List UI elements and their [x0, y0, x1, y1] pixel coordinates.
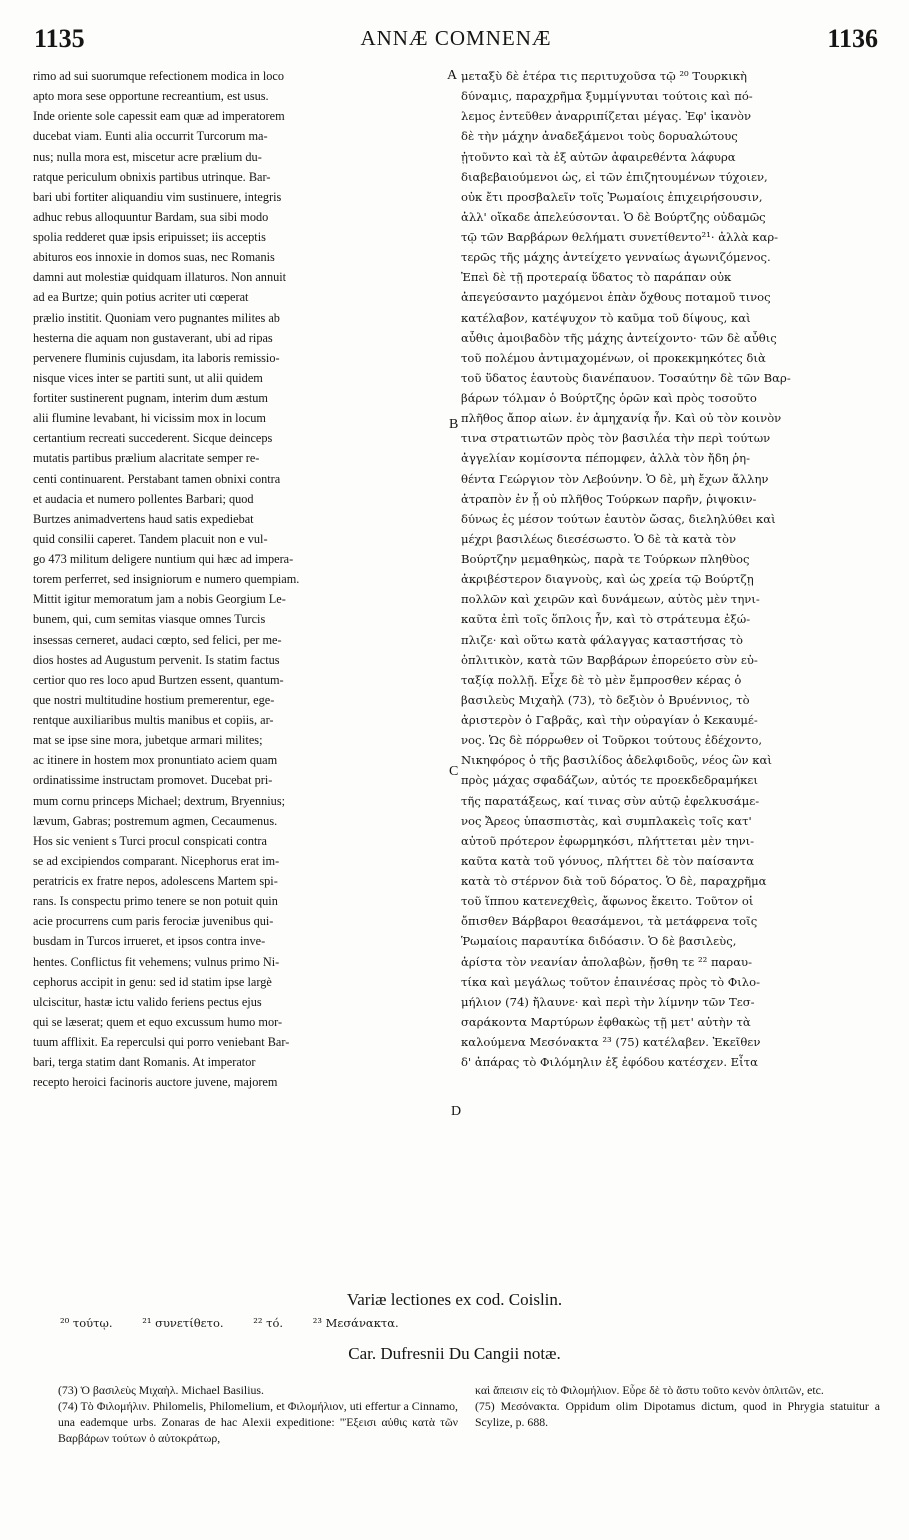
latin-text-line: lævum, Gabras; postremum agmen, Cecaumenus. [33, 813, 278, 828]
greek-text-line: τῆς παρατάξεως, καί τινας σὺν αὐτῷ ἐφελκυσάμε- [461, 793, 760, 808]
latin-text-line: mutatis partibus prælium alacritate semper re- [33, 451, 260, 466]
greek-text-line: δύνως ἐς μέσον τούτων ἑαυτὸν ὤσας, διεληλύθει καὶ [461, 511, 776, 526]
page-number-right: 1136 [827, 24, 878, 53]
greek-text-line: ἀρίστα τὸν νεανίαν ἀπολαβὼν, ᾔσθη τε ²² παραυ- [461, 954, 752, 969]
greek-text-line: αὐτοῦ πρότερον ἐφωρμηκόσι, πλήττεται μὲν τηνι- [461, 833, 755, 848]
greek-text-line: καῦτα κατὰ τοῦ γόνυος, πλήττει δὲ τὸν παίσαντα [461, 853, 755, 868]
latin-text-line: ulciscitur, hastæ ictu valido feriens pectus ejus [33, 994, 262, 1009]
greek-text-line: ὄπισθεν Βάρβαροι θεασάμενοι, τὰ μετάφρενα τοῖς [461, 914, 758, 929]
greek-text-line: βάρων τόλμαν ὁ Βούρτζης ὁρῶν καὶ πρὸς τοσοῦτο [461, 391, 757, 405]
latin-text-line: centi continuarent. Perstabant tamen obnixi contra [33, 471, 281, 486]
page-header [34, 24, 878, 64]
greek-text-line: βασιλεὺς Μιχαὴλ (73), τὸ δεξιὸν ὁ Βρυέννιος, τὸ [461, 692, 750, 707]
latin-text-line: ratque periculum obnixis partibus utrinque. Bar- [33, 169, 271, 184]
variants-list [60, 1316, 860, 1330]
latin-column [33, 66, 443, 1092]
greek-text-line: τινα στρατιωτῶν πρὸς τὸν βασιλέα τὴν περὶ τούτων [461, 431, 771, 446]
latin-text-line: cephorus accipit in genu: sed id statim ipse largè [33, 974, 272, 989]
variant-20: ²⁰ τούτῳ. [60, 1316, 113, 1330]
latin-text-line: hesterna die aquam non gustaverant, ubi ad ripas [33, 330, 273, 345]
latin-text-line: dios hostes ad Augustum pervenit. Is statim factus [33, 652, 280, 667]
greek-text-line: πλῆθος ἄπορ αἰων. ἐν ἀμηχανίᾳ ἦν. Καὶ οὐ τὸν κοινὸν [461, 411, 782, 426]
variants-title: Variæ lectiones ex cod. Coislin. [346, 1290, 563, 1309]
greek-text-line: πολλῶν καὶ χειρῶν καὶ δυνάμεων, αὐτὸς μὲν τηνι- [461, 592, 760, 607]
latin-text-line: spolia redderet quæ ipsis eripuisset; iis acceptis [33, 230, 266, 244]
greek-text-line: μέχρι βασιλέως διεσέσωστο. Ὁ δὲ τὰ κατὰ τὸν [461, 531, 737, 546]
greek-text-line: μήλιον (74) ἤλαυνε· καὶ περὶ τὴν λίμνην τῶν Τεσ- [461, 994, 755, 1009]
greek-text-line: θέντα Γεώργιον τὸν Λεβούνην. Ὁ δὲ, μὴ ἔχων ἄλλην [461, 471, 769, 486]
latin-text-line: Hos sic venient s Turci procul conspicati contra [33, 833, 267, 848]
running-head: ANNÆ COMNENÆ [360, 26, 552, 50]
latin-text-line: fortiter sustinerent pugnam, interim dum æstum [33, 391, 268, 405]
latin-text-line: hentes. Conflictus fit vehemens; vulnus primo Ni- [33, 954, 280, 969]
latin-text-line: peratricis ex fratre nepos, adolescens Martem spi- [33, 874, 278, 888]
greek-text-line: ἀριστερὸν ὁ Γαβρᾶς, καὶ τὴν οὐραγίαν ὁ Κεκαυμέ- [461, 713, 758, 727]
greek-column [461, 66, 881, 1072]
latin-text-line: tuum afflixit. Ea reperculsi qui porro veniebant Bar- [33, 1035, 290, 1049]
greek-text-line: διαβεβαιούμενοι ὡς, εἰ τῶν ἐπιζητουμένων τύχοιεν, [461, 169, 768, 184]
latin-text-line: prælio institit. Quoniam vero pugnantes milites ab [33, 310, 280, 325]
latin-text-line: rimo ad sui suorumque refectionem modica in loco [33, 69, 284, 83]
latin-text-line: go 473 militum deligere nuntium qui hæc ad impera- [33, 552, 294, 566]
latin-text-line: alii flumine levabant, hi vicissim mox in locum [33, 411, 266, 426]
greek-text-line: ἀγγελίαν κομίσοντα πέπομφεν, ἀλλὰ τὸν ἤδη ῥη- [461, 451, 751, 466]
greek-text-line: Ἐπεὶ δὲ τῇ προτεραίᾳ ὕδατος τὸ παράπαν οὐκ [461, 270, 732, 285]
greek-text-line: Βούρτζην μεμαθηκὼς, παρὰ τε Τούρκων πληθὺος [461, 552, 750, 566]
greek-text-line: λεμος ἐντεῦθεν ἀναρριπίζεται μέγας. Ἐφ' ἱκανὸν [461, 109, 752, 124]
variant-22: ²² τό. [253, 1316, 284, 1330]
greek-text-line: καῦτα ἐπὶ τοῖς ὅπλοις ἦν, καὶ τὸ στράτευμα ἐξώ- [461, 612, 751, 627]
note-74-continued: καὶ ἄπεισιν εἰς τὸ Φιλομήλιον. Εὗρε δὲ τὸ ἄστυ τοῦτο κενὸν ὁπλιτῶν, etc. [475, 1383, 824, 1397]
greek-text-line: ᾐτοῦντο καὶ τὰ ἐξ αὐτῶν ἀφαιρεθέντα λάφυρα [461, 149, 736, 164]
latin-text-line: acie procurrens cum paris ferociæ juvenibus qui- [33, 914, 274, 929]
notes-left-column [58, 1382, 458, 1446]
greek-text-line: τίκα καὶ μεγάλως τοῦτον ἐπαινέσας πρὸς τὸ Φιλο- [461, 974, 761, 989]
latin-text-line: Inde oriente sole capessit eam quæ ad imperatorem [33, 109, 285, 124]
greek-text-line: οὐκ ἔτι προσβαλεῖν τοῖς Ῥωμαίοις ἐπιχειρήσουσιν, [461, 189, 763, 204]
latin-text-line: ordinatissime instructam promovet. Ducebat pri- [33, 773, 273, 788]
margin-letter-c: C [449, 764, 459, 779]
greek-text-line: καλούμενα Μεσόνακτα ²³ (75) κατέλαβεν. Ἐκεῖθεν [461, 1035, 761, 1049]
margin-letter-d: D [451, 1104, 462, 1119]
greek-text-line: κατὰ τὸ στέρνον διὰ τοῦ δόρατος. Ὁ δὲ, παραχρῆμα [461, 874, 767, 888]
latin-text-line: damni aut molestiæ quidquam illaturos. Non annuit [33, 270, 287, 285]
latin-text-line: ducebat viam. Eunti alia occurrit Turcorum ma- [33, 129, 268, 144]
latin-text-line: bunem, qui, cum semitas viasque omnes Turcis [33, 612, 266, 627]
greek-text-line: ἀτραπὸν ἐν ᾗ οὐ πλῆθος Τούρκων παρῆν, ῥιψοκιν- [461, 491, 757, 506]
greek-text-line: νος Ἄρεος ὑπασπιστὰς, καὶ συμπλακεὶς τοῖς κατ' [461, 813, 752, 828]
latin-text-line: ac itinere in hostem mox pronuntiato aciem quam [33, 753, 278, 768]
latin-text-line: mum cornu princeps Michael; dextrum, Bryennius; [33, 793, 286, 808]
latin-text-line: torem perferret, sed insigniorum e numero quempiam. [33, 572, 300, 587]
greek-text-line: δὲ τὴν μάχην ἀναδεξάμενοι τοὺς δορυαλώτους [461, 129, 738, 144]
greek-text-line: ταξίᾳ πολλῇ. Εἶχε δὲ τὸ μὲν ἔμπροσθεν κέρας ὁ [461, 672, 742, 687]
latin-text-line: et audacia et numero pollentes Barbari; quod [33, 491, 254, 506]
latin-text-line: ad ea Burtze; quin potius acriter uti cœperat [33, 290, 249, 305]
latin-text-line: rans. Is conspectu primo tenere se non potuit quin [33, 894, 278, 909]
note-74: (74) Τὸ Φιλομήλιν. Philomelis, Philomelium, et Φιλομήλιον, uti effertur a Cinnamo, una eademque urbs. Zonaras de hac Alexii expeditione: "Ἐξεισι αὐθις κατὰ τῶν Βαρβάρων τούτων ὁ αὐτοκράτωρ, [58, 1399, 458, 1446]
margin-letter-a: A [447, 68, 458, 83]
greek-text-line: τοῦ πολέμου ἀντιμαχομένων, οἱ προκεκμηκότες διὰ [461, 350, 766, 365]
latin-text-line: nisque vices inter se partiti sunt, ut alii quidem [33, 370, 263, 385]
latin-text-line: busdam in Turcos irrueret, et ipsos contra inve- [33, 934, 266, 949]
latin-text-line: mat se ipse sine mora, jubetque armari milites; [33, 733, 263, 748]
latin-text-line: Mittit igitur memoratum jam a nobis Georgium Le- [33, 592, 286, 607]
page-number-left: 1135 [34, 24, 85, 53]
variant-21: ²¹ συνετίθετο. [142, 1316, 224, 1330]
greek-text-line: Νικηφόρος ὁ τῆς βασιλίδος ἀδελφιδοῦς, νέος ὢν καὶ [461, 753, 772, 768]
greek-text-line: πρὸς μάχας σφαδάζων, αὐτός τε προεκδεδραμήκει [461, 773, 758, 788]
latin-text-line: adhuc rebus alloquuntur Bardam, sua sibi modo [33, 209, 269, 224]
greek-text-line: τερῶς τῆς μάχης ἀντείχετο γενναίως ἀγωνιζόμενος. [461, 250, 771, 265]
latin-text-line: insessas cerneret, audaci cœpto, sed felici, per me- [33, 632, 282, 647]
greek-text-line: τοῦ ἵππου κατενεχθεὶς, ἄφωνος ἔκειτο. Τοῦτον οἱ [461, 894, 754, 909]
latin-text-line: que nostri multitudine hostium premerentur, ege- [33, 692, 275, 707]
latin-text-line: bari ubi fortiter aliquandiu vim sustinuere, integris [33, 189, 282, 204]
greek-text-line: πλιζε· καὶ οὕτω κατὰ φάλαγγας καταστήσας τὸ [461, 632, 743, 647]
greek-text-line: δύναμις, παραχρῆμα ξυμμίγνυται τούτοις καὶ πό- [461, 89, 753, 104]
note-75: (75) Μεσόνακτα. Oppidum olim Dipotamus dictum, quod in Phrygia statuitur a Scylize, p. 688. [475, 1399, 880, 1430]
greek-text-line: ὁπλιτικὸν, κατὰ τῶν Βαρβάρων ἐπορεύετο σὺν εὐ- [461, 652, 758, 667]
greek-text-line: ἀλλ' οἴκαδε ἀπελεύσονται. Ὁ δὲ Βούρτζης οὐδαμῶς [461, 209, 766, 224]
greek-text-line: τῷ τῶν Βαρβάρων θελήματι συνετίθεντο²¹· ἀλλὰ καρ- [461, 230, 779, 244]
latin-text-line: bari, terga statim dant Romanis. At imperator [33, 1055, 256, 1070]
latin-text-line: quid consilii caperet. Tandem placuit non e vul- [33, 531, 268, 546]
latin-text-line: certantium recreati succederent. Sicque deinceps [33, 431, 273, 446]
greek-text-line: κατέλαβον, κατέψυχον τὸ καῦμα τοῦ δίψους, καὶ [461, 310, 751, 325]
note-73: (73) Ὁ βασιλεὺς Μιχαὴλ. Michael Basilius. [58, 1383, 264, 1397]
latin-text-line: se ad excipiendos comparant. Nicephorus erat im- [33, 853, 280, 868]
greek-text-line: Ῥωμαίοις παραυτίκα διδόασιν. Ὁ δὲ βασιλεὺς, [461, 934, 737, 949]
latin-text-line: abituros eos innoxie in domos suas, nec Romanis [33, 250, 275, 265]
latin-text-line: nus; nulla mora est, miscetur acre prælium du- [33, 149, 262, 164]
latin-text-line: certior quo res loco apud Burtzen essent, quantum- [33, 672, 284, 687]
variant-23: ²³ Μεσάνακτα. [312, 1316, 399, 1330]
latin-text-line: apto mora sese opportune recreantium, est usus. [33, 89, 269, 104]
margin-letter-b: B [449, 417, 459, 432]
greek-text-line: σαράκοντα Μαρτύρων ἐφθακὼς τῇ μετ' αὐτὴν τὰ [461, 1014, 751, 1029]
greek-text-line: μεταξὺ δὲ ἑτέρα τις περιτυχοῦσα τῷ ²⁰ Τουρκικὴ [461, 69, 747, 83]
greek-text-line: νος. Ὡς δὲ πόρρωθεν οἱ Τοῦρκοι τούτους ἐδέχοντο, [461, 733, 763, 748]
latin-text-line: rentque auxiliaribus multis manibus et copiis, ar- [33, 713, 274, 727]
greek-text-line: τοῦ ὕδατος ἑαυτοὺς διανέπαυον. Τοσαύτην δὲ τῶν Βαρ- [461, 370, 791, 385]
greek-text-line: δ' ἀπάρας τὸ Φιλόμηλιν ἐξ ἐφόδου κατέσχεν. Εἶτα [461, 1055, 758, 1070]
notes-title: Car. Dufresnii Du Cangii notæ. [348, 1344, 561, 1363]
greek-text-line: ἀκριβέστερον διαγνοὺς, καὶ ὡς χρεία τῷ Βούρτζῃ [461, 572, 754, 587]
latin-text-line: qui se læserat; quem et equo excussum humo mor- [33, 1014, 283, 1029]
greek-text-line: αὖθις ἀμοιβαδὸν τῆς μάχης ἀντείχοντο· τῶν δὲ αὖθις [461, 330, 777, 345]
latin-text-line: Burtzes animadvertens haud satis expediebat [33, 511, 254, 526]
greek-text-line: ἀπεγεύσαντο μαχόμενοι ἐπὰν ὄχθους ποταμοῦ τινος [461, 290, 771, 305]
latin-text-line: pervenere fluminis cujusdam, ita laboris remissio- [33, 350, 280, 365]
latin-text-line: recepto heroici facinoris auctore juvene, majorem [33, 1075, 278, 1090]
notes-right-column [475, 1382, 880, 1430]
